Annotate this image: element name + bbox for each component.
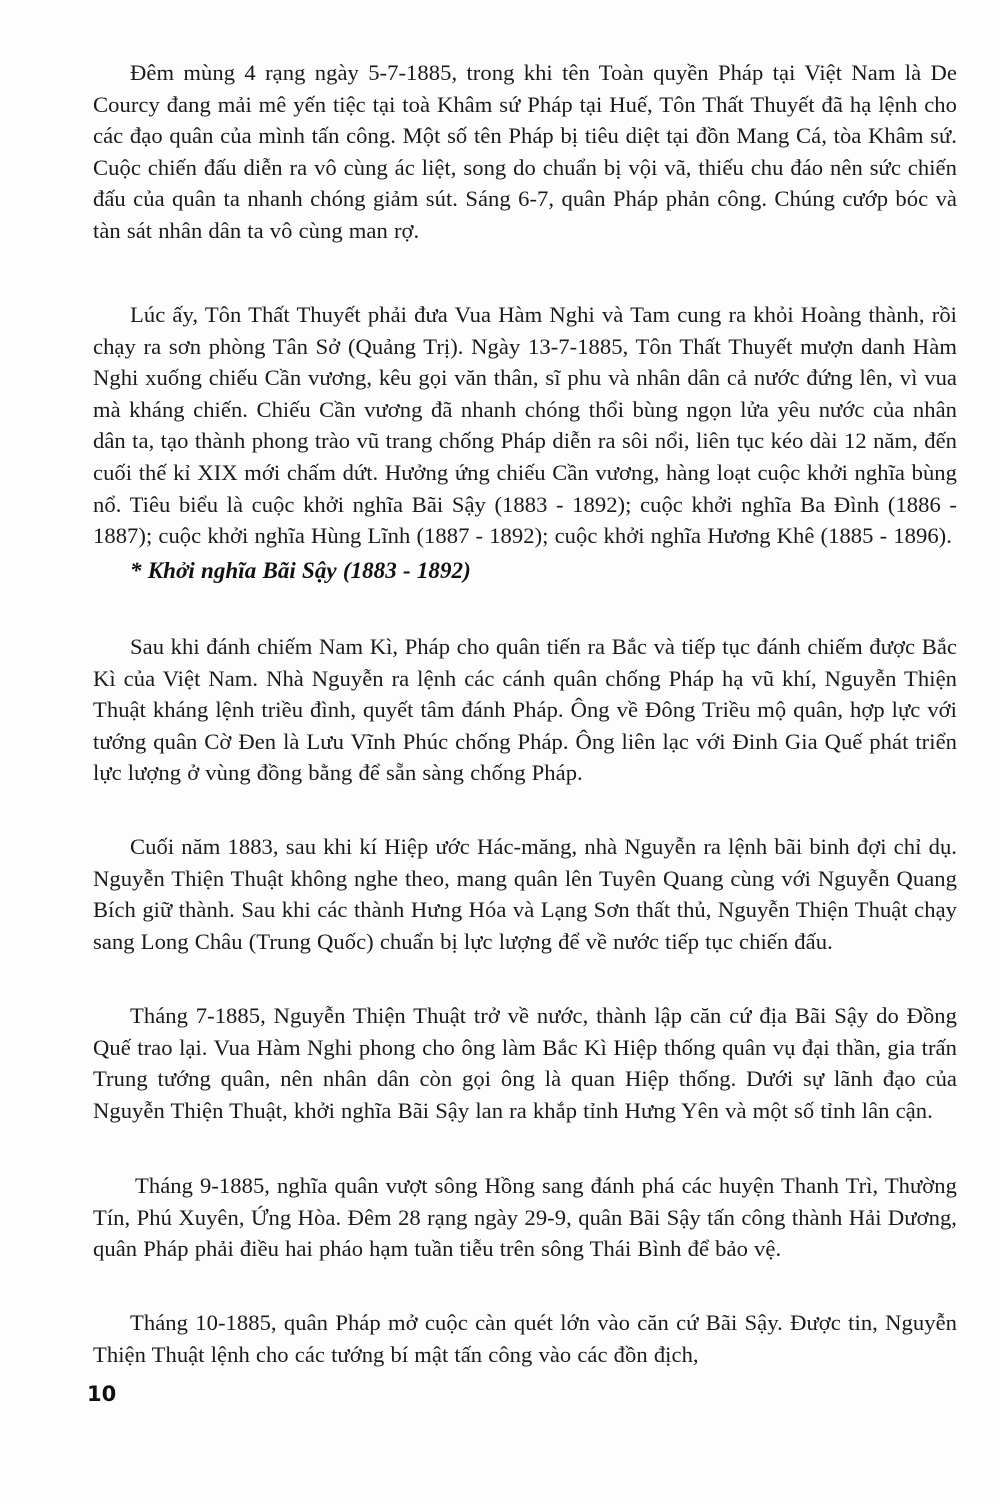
page-number: 10 xyxy=(87,1382,117,1406)
paragraph-hue-attack: Đêm mùng 4 rạng ngày 5-7-1885, trong khi tên Toàn quyền Pháp tại Việt Nam là De Courcy đang mải mê yến tiệc tại toà Khâm sứ Pháp tại Huế, Tôn Thất Thuyết đã hạ lệnh cho các đạo quân của mình tấn công. Một số tên Pháp bị tiêu diệt tại đồn Mang Cá, tòa Khâm sứ. Cuộc chiến đấu diễn ra vô cùng ác liệt, song do chuẩn bị vội vã, thiếu chu đáo nên sức chiến đấu của quân ta nhanh chóng giảm sút. Sáng 6-7, quân Pháp phản công. Chúng cướp bóc và tàn sát nhân dân ta vô cùng man rợ. xyxy=(93,60,957,243)
paragraph-harmand-treaty: Cuối năm 1883, sau khi kí Hiệp ước Hác-măng, nhà Nguyễn ra lệnh bãi binh đợi chỉ dụ. Nguyễn Thiện Thuật không nghe theo, mang quân lên Tuyên Quang cùng với Nguyễn Quang Bích giữ thành. Sau khi các thành Hưng Hóa và Lạng Sơn thất thủ, Nguyễn Thiện Thuật chạy sang Long Châu (Trung Quốc) chuẩn bị lực lượng để về nước tiếp tục chiến đấu. xyxy=(93,834,957,954)
paragraph-september-1885: Tháng 9-1885, nghĩa quân vượt sông Hồng sang đánh phá các huyện Thanh Trì, Thường Tín, Phú Xuyên, Ứng Hòa. Đêm 28 rạng ngày 29-9, quân Bãi Sậy tấn công thành Hải Dương, quân Pháp phải điều hai pháo hạm tuần tiễu trên sông Thái Bình để bảo vệ. xyxy=(93,1173,957,1262)
paragraph-nguyen-thien-thuat-origins: Sau khi đánh chiếm Nam Kì, Pháp cho quân tiến ra Bắc và tiếp tục đánh chiếm được Bắc Kì của Việt Nam. Nhà Nguyễn ra lệnh các cánh quân chống Pháp hạ vũ khí, Nguyễn Thiện Thuật kháng lệnh triều đình, quyết tâm đánh Pháp. Ông về Đông Triều mộ quân, hợp lực với tướng quân Cờ Đen là Lưu Vĩnh Phúc chống Pháp. Ông liên lạc với Đinh Gia Quế phát triển lực lượng ở vùng đồng bằng để sẵn sàng chống Pháp. xyxy=(93,634,957,786)
section-heading: * Khởi nghĩa Bãi Sậy (1883 - 1892) xyxy=(130,558,471,583)
paragraph-october-1885: Tháng 10-1885, quân Pháp mở cuộc càn quét lớn vào căn cứ Bãi Sậy. Được tin, Nguyễn Thiện Thuật lệnh cho các tướng bí mật tấn công vào các đồn địch, xyxy=(93,1310,957,1367)
paragraph-can-vuong-edict: Lúc ấy, Tôn Thất Thuyết phải đưa Vua Hàm Nghi và Tam cung ra khỏi Hoàng thành, rồi chạy ra sơn phòng Tân Sở (Quảng Trị). Ngày 13-7-1885, Tôn Thất Thuyết mượn danh Hàm Nghi xuống chiếu Cần vương, kêu gọi văn thân, sĩ phu và nhân dân cả nước đứng lên, vì vua mà kháng chiến. Chiếu Cần vương đã nhanh chóng thổi bùng ngọn lửa yêu nước của nhân dân ta, tạo thành phong trào vũ trang chống Pháp diễn ra sôi nổi, liên tục kéo dài 12 năm, đến cuối thế kỉ XIX mới chấm dứt. Hưởng ứng chiếu Cần vương, hàng loạt cuộc khởi nghĩa bùng nổ. Tiêu biểu là cuộc khởi nghĩa Bãi Sậy (1883 - 1892); cuộc khởi nghĩa Ba Đình (1886 - 1887); cuộc khởi nghĩa Hùng Lĩnh (1887 - 1892); cuộc khởi nghĩa Hương Khê (1885 - 1896). xyxy=(93,302,957,549)
paragraph-bai-say-base: Tháng 7-1885, Nguyễn Thiện Thuật trở về nước, thành lập căn cứ địa Bãi Sậy do Đồng Quế trao lại. Vua Hàm Nghi phong cho ông làm Bắc Kì Hiệp thống quân vụ đại thần, gia trấn Trung tướng quân, nên nhân dân còn gọi ông là quan Hiệp thống. Dưới sự lãnh đạo của Nguyễn Thiện Thuật, khởi nghĩa Bãi Sậy lan ra khắp tỉnh Hưng Yên và một số tỉnh lân cận. xyxy=(93,1003,957,1123)
